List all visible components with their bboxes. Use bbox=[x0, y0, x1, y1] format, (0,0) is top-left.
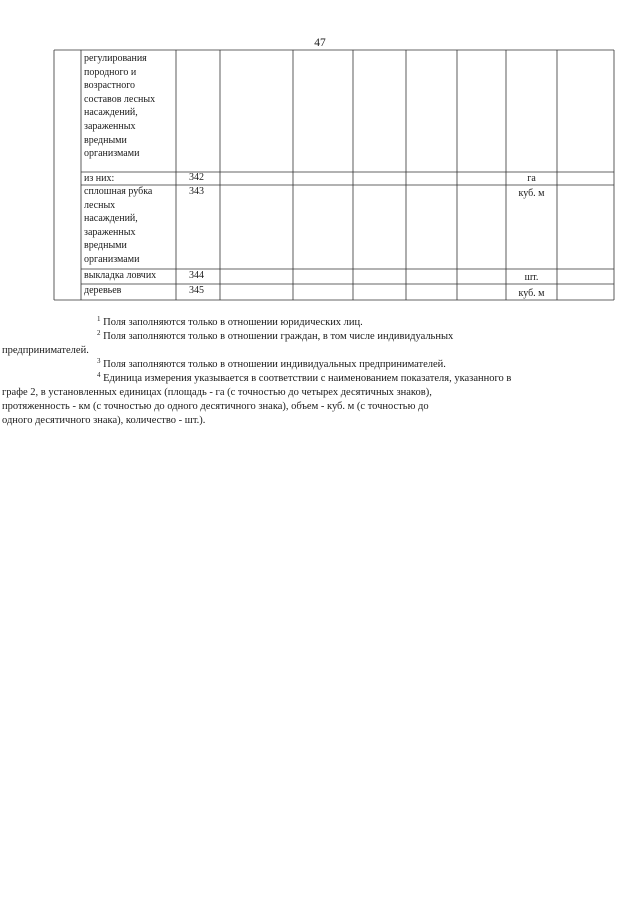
table-cell-code: 343 bbox=[189, 186, 204, 197]
footnote-mark: 3 bbox=[97, 357, 101, 365]
footnote bbox=[97, 316, 617, 330]
footnote-text: Поля заполняются только в отношении юридических лиц. bbox=[103, 317, 363, 328]
footnote-mark: 4 bbox=[97, 371, 101, 379]
footnote-text: Единица измерения указывается в соответствии с наименованием показателя, указанного в bbox=[103, 373, 512, 384]
footnote-mark: 2 bbox=[97, 329, 101, 337]
table-cell-unit: куб. м bbox=[518, 188, 545, 199]
footnotes bbox=[2, 315, 617, 428]
table-cell-code: 345 bbox=[189, 285, 204, 296]
table-cell-unit: куб. м bbox=[518, 288, 545, 299]
table-cell-unit: га bbox=[527, 173, 536, 184]
table-cell-label: выкладка ловчих bbox=[84, 270, 157, 281]
table-cell-label: регулирования породного и возрастного составов лесных насаждений, зараженных вредными организмами bbox=[84, 53, 156, 160]
footnote-continuation: предпринимателей. bbox=[2, 345, 89, 356]
table-cell-code: 344 bbox=[189, 270, 204, 281]
footnote-text: Поля заполняются только в отношении индивидуальных предпринимателей. bbox=[103, 359, 446, 370]
footnote-mark: 1 bbox=[97, 315, 101, 323]
footnote-continuation: графе 2, в установленных единицах (площадь - га (с точностью до четырех десятичных знаков), протяженность - км (с точностью до одного десятичного знака), объем - куб. м (с точностью до одного десятичного знака), количество - шт.). bbox=[2, 387, 432, 426]
table-cell-label: деревьев bbox=[84, 285, 122, 296]
table-cell-label: сплошная рубка лесных насаждений, зараженных вредными организмами bbox=[84, 186, 153, 265]
table-cell-label: из них: bbox=[84, 173, 115, 184]
table-cell-code: 342 bbox=[189, 172, 204, 183]
footnote bbox=[97, 358, 617, 372]
footnote bbox=[2, 329, 617, 358]
footnote bbox=[2, 371, 617, 428]
footnote-text: Поля заполняются только в отношении граждан, в том числе индивидуальных bbox=[103, 331, 454, 342]
table-cell-unit: шт. bbox=[524, 272, 539, 283]
page-number: 47 bbox=[314, 37, 326, 49]
